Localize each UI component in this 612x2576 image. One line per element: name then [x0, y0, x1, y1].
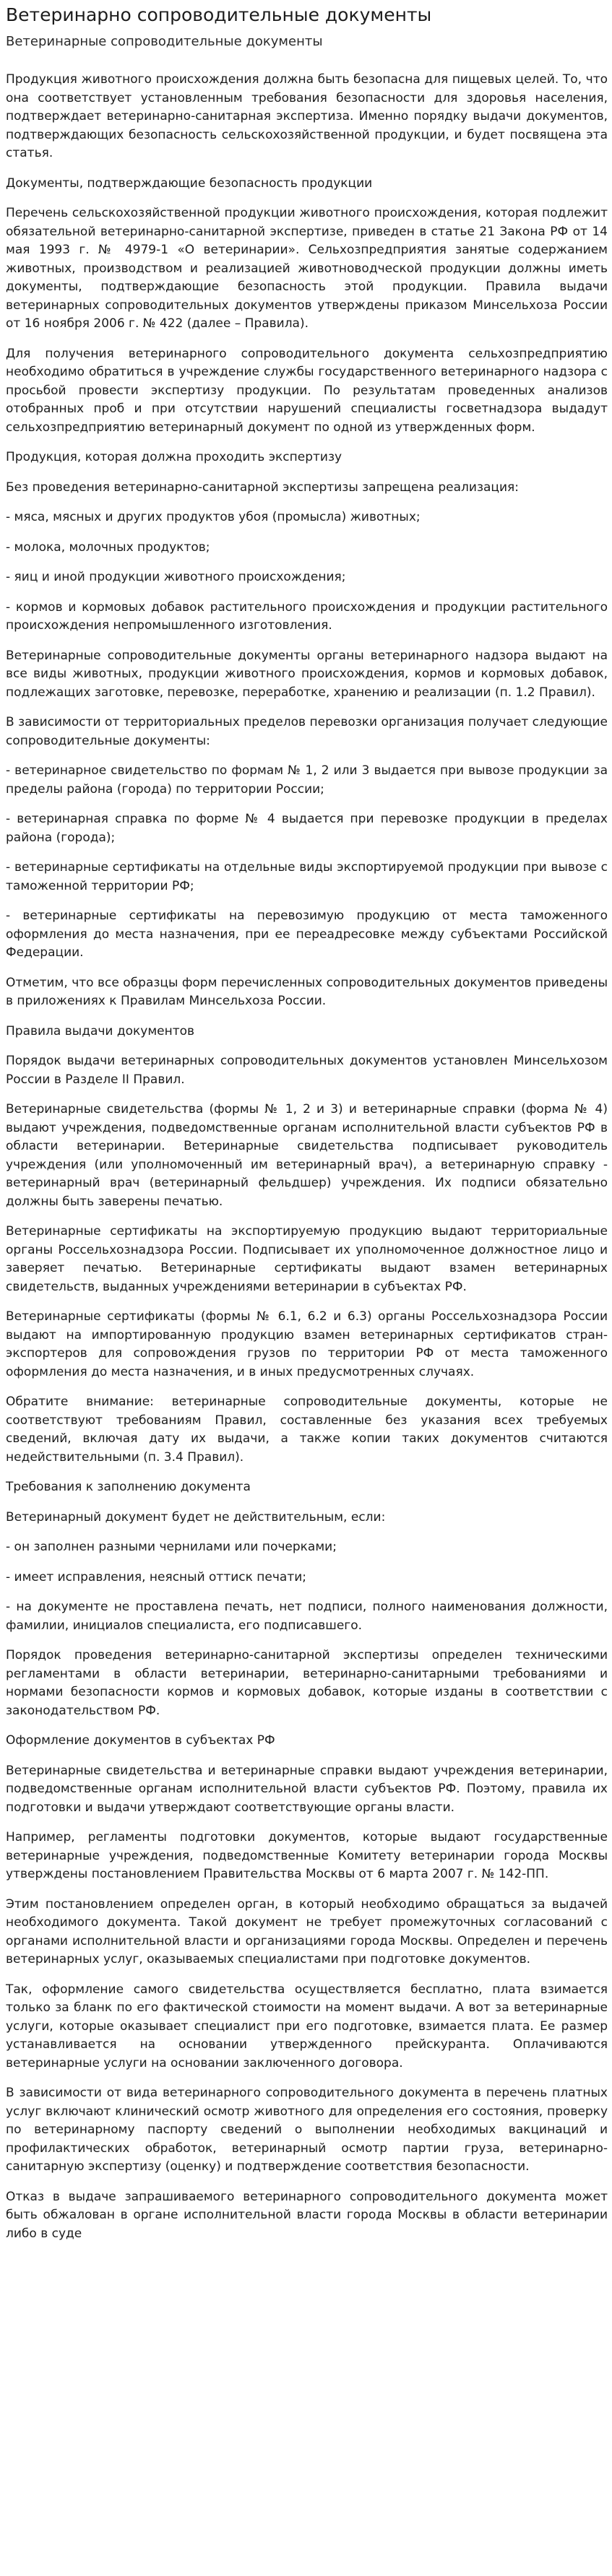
article-paragraph: Документы, подтверждающие безопасность продукции	[6, 175, 373, 191]
article-body	[6, 71, 608, 2243]
article-paragraph: - ветеринарные сертификаты на отдельные виды экспортируемой продукции при вывозе с таможенной территории РФ;	[6, 860, 608, 893]
page-title: Ветеринарно сопроводительные документы	[6, 4, 432, 25]
article-paragraph: Обратите внимание: ветеринарные сопроводительные документы, которые не соответствуют требованиям Правил, составленные без указания всех требуемых сведений, включая дату их выдачи, а также копии таких документов считаются недействительными (п. 3.4 Правил).	[6, 1395, 608, 1465]
article-paragraph: Ветеринарные сертификаты на экспортируемую продукцию выдают территориальные органы Россельхознадзора России. Подписывает их уполномоченное должностное лицо и заверяет печатью. Ветеринарные сертификаты выдают взамен ветеринарных свидетельств, выданных учреждениями ветеринарии в субъектах РФ.	[6, 1224, 608, 1294]
article-paragraph: Для получения ветеринарного сопроводительного документа сельхозпредприятию необходимо обратиться в учреждение службы государственного ветеринарного надзора с просьбой провести экспертизу продукции. По результатам проведенных анализов отобранных проб и при отсутствии нарушений специалисты госветнадзора выдадут сельхозпредприятию ветеринарный документ по одной из утвержденных форм.	[6, 346, 608, 435]
article-paragraph: Отказ в выдаче запрашиваемого ветеринарного сопроводительного документа может быть обжалован в органе исполнительной власти города Москвы в области ветеринарии либо в суде	[6, 2189, 608, 2241]
article-paragraph: В зависимости от территориальных пределов перевозки организация получает следующие сопроводительные документы:	[6, 715, 608, 748]
article-paragraph: Оформление документов в субъектах РФ	[6, 1733, 275, 1748]
article-paragraph: Ветеринарные сертификаты (формы № 6.1, 6.2 и 6.3) органы Россельхознадзора России выдают на импортированную продукцию взамен ветеринарных сертификатов стран-экспортеров для сопровождения грузов по территории РФ от места таможенного оформления до места назначения, и в иных предусмотренных случаях.	[6, 1309, 608, 1379]
page-subtitle: Ветеринарные сопроводительные документы	[6, 34, 323, 49]
article-paragraph: Так, оформление самого свидетельства осуществляется бесплатно, плата взимается только за бланк по его фактической стоимости на момент выдачи. А вот за ветеринарные услуги, которые оказывает специалист при его подготовке, взимается плата. Ее размер устанавливается на основании утвержденного прейскуранта. Оплачиваются ветеринарные услуги на основании заключенного договора.	[6, 1982, 608, 2070]
article-paragraph: - ветеринарная справка по форме № 4 выдается при перевозке продукции в пределах района (города);	[6, 812, 608, 845]
article-paragraph: Отметим, что все образцы форм перечисленных сопроводительных документов приведены в приложениях к Правилам Минсельхоза России.	[6, 975, 608, 1008]
article-paragraph: Ветеринарные сопроводительные документы органы ветеринарного надзора выдают на все виды животных, продукции животного происхождения, кормов и кормовых добавок, подлежащих заготовке, перевозке, переработке, хранению и реализации (п. 1.2 Правил).	[6, 648, 608, 700]
article-paragraph: Продукция, которая должна проходить экспертизу	[6, 450, 342, 464]
article-paragraph: Порядок проведения ветеринарно-санитарной экспертизы определен техническими регламентами в области ветеринарии, ветеринарно-санитарными требованиями и нормами безопасности кормов и кормовых добавок, которые изданы в соответствии с законодательством РФ.	[6, 1648, 608, 1718]
article-paragraph: Ветеринарные свидетельства (формы № 1, 2 и 3) и ветеринарные справки (форма № 4) выдают учреждения, подведомственные органам исполнительной власти субъектов РФ в области ветеринарии. Ветеринарные свидетельства подписывает руководитель учреждения (или уполномоченный им ветеринарный врач), а ветеринарную справку - ветеринарный врач (ветеринарный фельдшер) учреждения. Их подписи обязательно должны быть заверены печатью.	[6, 1102, 608, 1209]
article-paragraph: - мяса, мясных и других продуктов убоя (промысла) животных;	[6, 510, 421, 524]
article-paragraph: Продукция животного происхождения должна быть безопасна для пищевых целей. То, что она соответствует установленным требования безопасности для здоровья населения, подтверждает ветеринарно-санитарная экспертиза. Именно порядку выдачи документов, подтверждающих безопасность сельскохозяйственной продукции, и будет посвящена эта статья.	[6, 72, 608, 160]
article-paragraph: - ветеринарные сертификаты на перевозимую продукцию от места таможенного оформления до места назначения, при ее переадресовке между субъектами Российской Федерации.	[6, 908, 608, 960]
article-paragraph: Порядок выдачи ветеринарных сопроводительных документов установлен Минсельхозом России в Разделе II Правил.	[6, 1054, 608, 1087]
article-paragraph: Правила выдачи документов	[6, 1023, 195, 1038]
article-paragraph: - имеет исправления, неясный оттиск печати;	[6, 1569, 307, 1584]
article-paragraph: Перечень сельскохозяйственной продукции животного происхождения, которая подлежит обязательной ветеринарно-санитарной экспертизе, приведен в статье 21 Закона РФ от 14 мая 1993 г. № 4979-1 «О ветеринарии». Сельхозпредприятия занятые содержанием животных, производством и реализацией животноводческой продукции должны иметь документы, подтверждающие безопасность этой продукции. Правила выдачи ветеринарных сопроводительных документов утверждены приказом Минсельхоза России от 16 ноября 2006 г. № 422 (далее – Правила).	[6, 206, 608, 331]
article-paragraph: - молока, молочных продуктов;	[6, 539, 210, 555]
article-paragraph: Без проведения ветеринарно-санитарной экспертизы запрещена реализация:	[6, 480, 519, 495]
article-paragraph: Ветеринарные свидетельства и ветеринарные справки выдают учреждения ветеринарии, подведомственные органам исполнительной власти субъектов РФ. Поэтому, правила их подготовки и выдачи утверждают соответствующие органы власти.	[6, 1763, 608, 1815]
article-paragraph: - яиц и иной продукции животного происхождения;	[6, 570, 346, 584]
article-paragraph: Требования к заполнению документа	[6, 1480, 251, 1494]
article-paragraph: Ветеринарный документ будет не действительным, если:	[6, 1509, 386, 1525]
article-paragraph: В зависимости от вида ветеринарного сопроводительного документа в перечень платных услуг включают клинический осмотр животного для определения его состояния, проверку по ветеринарному паспорту сведений о выполнении необходимых вакцинаций и профилактических обработок, ветеринарный осмотр партии груза, ветеринарно-санитарную экспертизу (оценку) и подтверждение соответствия безопасности.	[6, 2086, 608, 2174]
article-paragraph: - он заполнен разными чернилами или почерками;	[6, 1540, 337, 1554]
article-paragraph: - кормов и кормовых добавок растительного происхождения и продукции растительного происхождения непромышленного изготовления.	[6, 599, 608, 633]
article-paragraph: Например, регламенты подготовки документов, которые выдают государственные ветеринарные учреждения, подведомственные Комитету ветеринарии города Москвы утверждены постановлением Правительства Москвы от 6 марта 2007 г. № 142-ПП.	[6, 1830, 608, 1881]
article-paragraph: - ветеринарное свидетельство по формам № 1, 2 или 3 выдается при вывозе продукции за пределы района (города) по территории России;	[6, 763, 608, 797]
article-paragraph: - на документе не проставлена печать, нет подписи, полного наименования должности, фамилии, инициалов специалиста, его подписавшего.	[6, 1600, 608, 1633]
article-paragraph: Этим постановлением определен орган, в который необходимо обращаться за выдачей необходимого документа. Такой документ не требует промежуточных согласований с органами исполнительной власти и организациями города Москвы. Определен и перечень ветеринарных услуг, оказываемых специалистами при подготовке документов.	[6, 1896, 608, 1966]
